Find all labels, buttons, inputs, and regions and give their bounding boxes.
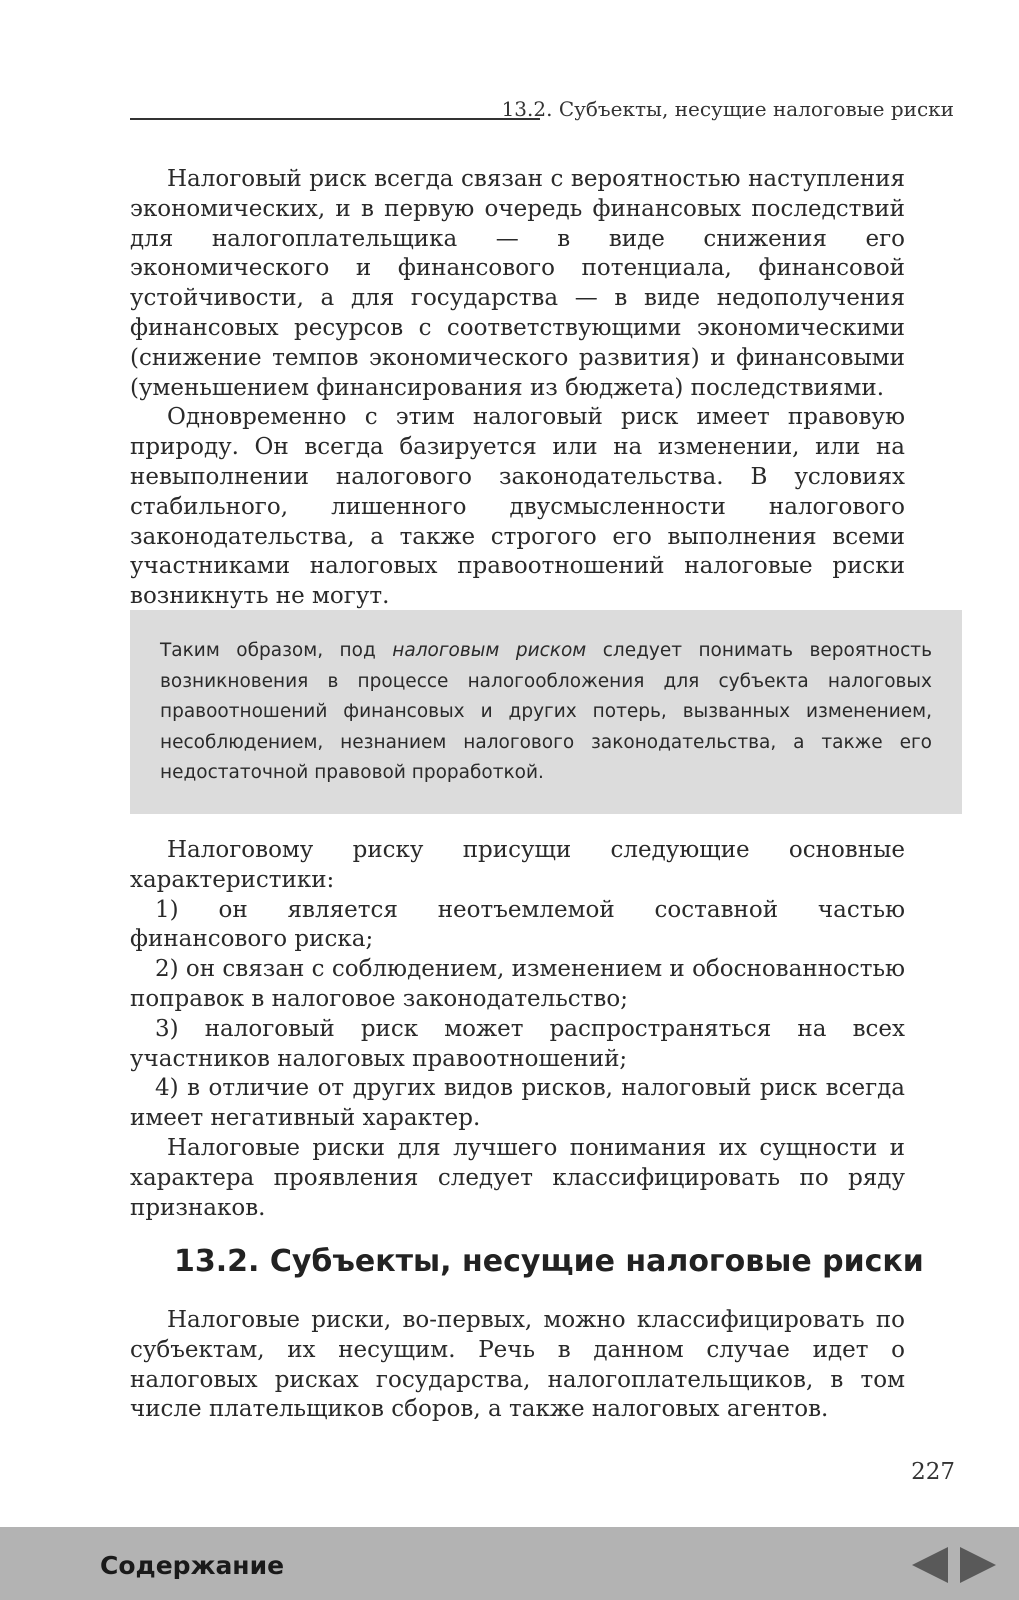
footer-bar xyxy=(0,1527,1019,1600)
definition-term: налоговым риском xyxy=(392,640,587,661)
triangle-right-icon[interactable] xyxy=(958,1545,998,1585)
characteristics-intro: Налоговому риску присущи следующие основные характеристики: xyxy=(130,837,905,893)
paragraph: Одновременно с этим налоговый риск имеет правовую природу. Он всегда базируется или на изменении, или на невыполнении налогового законодательства. В условиях стабильного, лишенного двусмысленности налогового законодательства, а также строгого его выполнения всеми участниками налоговых правоотношений налоговые риски возникнуть не могут. xyxy=(130,404,905,610)
running-title: 13.2. Субъекты, несущие налоговые риски xyxy=(501,97,954,121)
running-header xyxy=(130,97,954,127)
list-item: 4) в отличие от других видов рисков, налоговый риск всегда имеет негативный характер. xyxy=(130,1075,905,1132)
list-item: 2) он связан с соблюдением, изменением и обоснованностью поправок в налоговое законодательство; xyxy=(130,956,905,1012)
list-item: 3) налоговый риск может распространяться на всех участников налоговых правоотношений; xyxy=(130,1015,905,1072)
intro-text xyxy=(130,165,905,612)
paragraph: Налоговый риск всегда связан с вероятностью наступления экономических, и в первую очередь финансовых последствий для налогоплательщика — в виде снижения его экономического и финансового потенциала, финансовой устойчивости, а для государства — в виде недополучения финансовых ресурсов с соответствующими экономическими (снижение темпов экономического развития) и финансовыми (уменьшением финансирования из бюджета) последствиями. xyxy=(130,166,905,401)
contents-link[interactable]: Содержание xyxy=(100,1551,285,1580)
section-heading: 13.2. Субъекты, несущие налоговые риски xyxy=(174,1244,924,1279)
triangle-left-icon[interactable] xyxy=(910,1545,950,1585)
page-number: 227 xyxy=(911,1459,955,1485)
characteristics-conclusion: Налоговые риски для лучшего понимания их сущности и характера проявления следует классифицировать по ряду признаков. xyxy=(130,1134,905,1221)
definition-lead: Таким образом, под xyxy=(160,640,393,661)
definition-rest: следует понимать вероятность возникновения в процессе налогообложения для субъекта налоговых правоотношений финансовых и других потерь, вызванных изменением, несоблюдением, незнанием налогового законодательства, а также его недостаточной правовой проработкой. xyxy=(160,640,932,783)
section-body xyxy=(130,1306,905,1425)
paragraph: Налоговые риски, во-первых, можно классифицировать по субъектам, их несущим. Речь в данном случае идет о налоговых рисках государства, налогоплательщиков, в том числе плательщиков сборов, а также налоговых агентов. xyxy=(130,1307,905,1423)
header-rule xyxy=(130,118,540,120)
definition-text xyxy=(160,636,932,789)
definition-box xyxy=(130,610,962,814)
list-item: 1) он является неотъемлемой составной частью финансового риска; xyxy=(130,896,905,953)
characteristics-block xyxy=(130,836,905,1223)
